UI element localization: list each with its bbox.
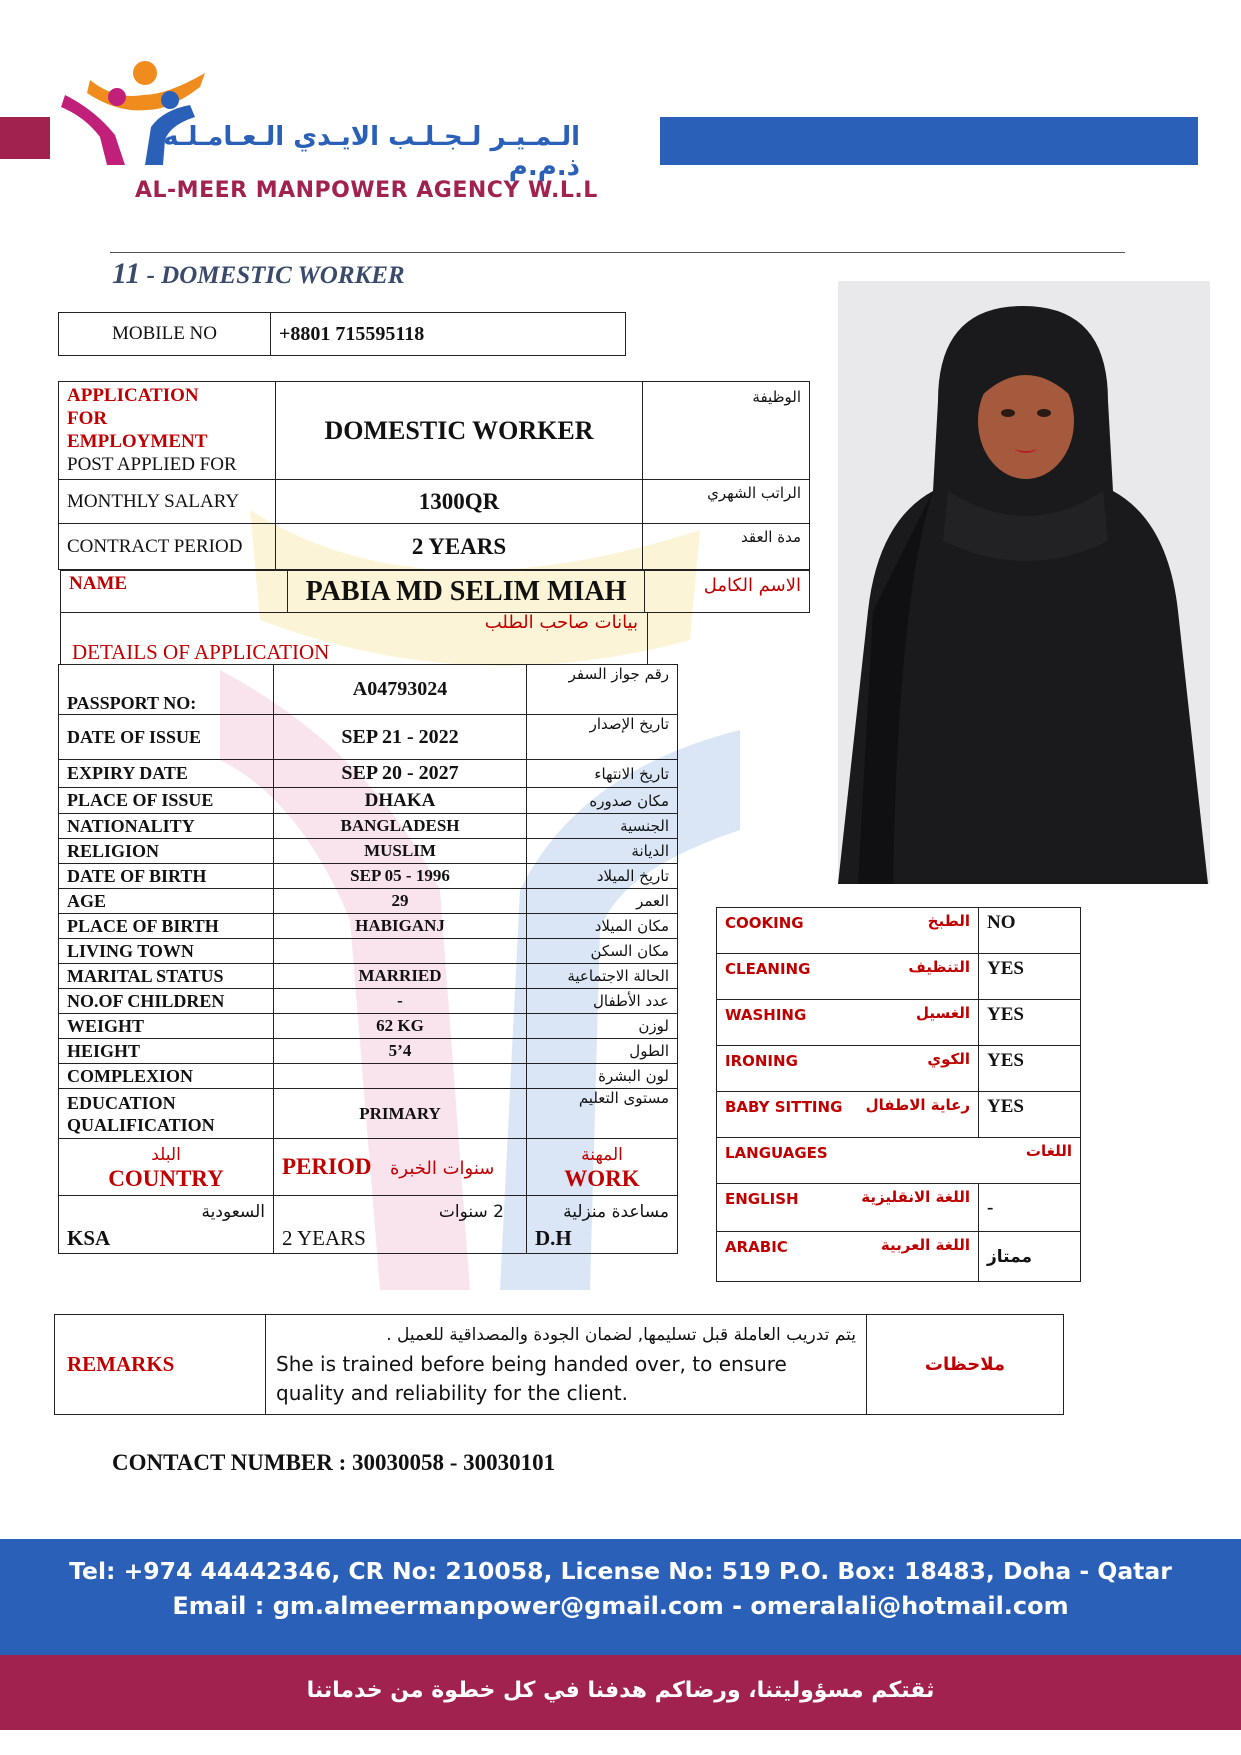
detail-label: HEIGHT [59,1039,274,1064]
language-value: ممتاز [979,1232,1081,1282]
detail-value: HABIGANJ [274,914,527,939]
salary-value: 1300QR [276,480,643,524]
detail-label: EXPIRY DATE [59,760,274,788]
languages-label-arabic: اللغات [1025,1142,1072,1160]
skill-value: YES [979,1092,1081,1138]
detail-row [59,1089,678,1139]
detail-arabic: مستوى التعليم [527,1089,678,1139]
language-value: - [979,1184,1081,1232]
skill-english: CLEANING [725,960,811,978]
detail-label: COMPLEXION [59,1064,274,1089]
language-arabic: اللغة الانقليزية [861,1188,970,1206]
detail-label: RELIGION [59,839,274,864]
name-label: NAME [61,571,288,613]
skill-arabic: الغسيل [915,1004,970,1022]
detail-label: LIVING TOWN [59,939,274,964]
company-english-name: AL-MEER MANPOWER AGENCY W.L.L [135,178,598,203]
detail-arabic: لوزن [527,1014,678,1039]
languages-label: LANGUAGES [725,1144,828,1162]
language-row [717,1232,1081,1282]
skill-value: YES [979,1000,1081,1046]
title-number: 11 [112,257,141,290]
detail-value: MUSLIM [274,839,527,864]
experience-country-english: KSA [67,1225,111,1250]
footer-address: Tel: +974 44442346, CR No: 210058, License No: 519 P.O. Box: 18483, Doha - Qatar [69,1557,1172,1585]
skill-english: COOKING [725,914,804,932]
detail-row [59,760,678,788]
detail-label: PLACE OF ISSUE [59,788,274,814]
detail-label: MARITAL STATUS [59,964,274,989]
detail-arabic: الديانة [527,839,678,864]
detail-value: SEP 05 - 1996 [274,864,527,889]
application-label-cell [59,382,276,480]
detail-value: MARRIED [274,964,527,989]
experience-header-row [59,1139,678,1196]
detail-row [59,665,678,715]
detail-value: A04793024 [274,665,527,715]
skill-label-cell [717,954,979,1000]
language-english: ENGLISH [725,1190,799,1208]
page-title [112,257,405,291]
detail-row [59,788,678,814]
detail-value: BANGLADESH [274,814,527,839]
skill-row [717,1046,1081,1092]
detail-arabic: عدد الأطفال [527,989,678,1014]
footer-email: Email : gm.almeermanpower@gmail.com - omeralali@hotmail.com [172,1592,1069,1620]
country-header-arabic: البلد [151,1145,181,1165]
details-table [58,664,678,1254]
detail-label: DATE OF BIRTH [59,864,274,889]
mobile-value: +8801 715595118 [271,313,626,356]
detail-arabic: الحالة الاجتماعية [527,964,678,989]
languages-header-row [717,1138,1081,1184]
skill-value: NO [979,908,1081,954]
remarks-english: She is trained before being handed over, to ensure quality and reliability for the client. [276,1352,787,1405]
detail-arabic: العمر [527,889,678,914]
detail-row [59,839,678,864]
contract-arabic: مدة العقد [643,524,810,570]
skill-english: WASHING [725,1006,807,1024]
experience-row [59,1196,678,1254]
detail-arabic: الجنسية [527,814,678,839]
detail-row [59,864,678,889]
experience-country [59,1196,274,1254]
application-for-employment: APPLICATION FOR EMPLOYMENT [67,385,208,452]
detail-arabic: مكان صدوره [527,788,678,814]
detail-arabic: رقم جواز السفر [527,665,678,715]
detail-label: NO.OF CHILDREN [59,989,274,1014]
applicant-photo [838,281,1210,884]
remarks-text [266,1315,867,1415]
header-left-bar [0,117,50,159]
detail-arabic: تاريخ الانتهاء [527,760,678,788]
detail-value: 62 KG [274,1014,527,1039]
experience-period [274,1196,527,1254]
skill-row [717,908,1081,954]
work-header-arabic: المهنة [581,1145,623,1165]
detail-value [274,939,527,964]
skill-arabic: التنظيف [908,958,970,976]
language-label-cell [717,1232,979,1282]
skills-table [716,907,1081,1282]
salary-label: MONTHLY SALARY [59,480,276,524]
skill-arabic: رعاية الاطفال [865,1096,970,1114]
remarks-table [54,1314,1064,1415]
application-table [58,381,810,570]
skill-label-cell [717,1092,979,1138]
skill-label-cell [717,908,979,954]
detail-value: PRIMARY [274,1089,527,1139]
detail-row [59,1014,678,1039]
name-arabic: الاسم الكامل [645,571,810,613]
period-header-english: PERIOD [282,1154,372,1179]
detail-arabic: الطول [527,1039,678,1064]
mobile-table [58,312,626,356]
language-arabic: اللغة العربية [880,1236,970,1254]
languages-header [717,1138,1081,1184]
language-english: ARABIC [725,1238,788,1256]
detail-label: PLACE OF BIRTH [59,914,274,939]
title-label: - DOMESTIC WORKER [140,262,405,289]
header-divider [110,252,1125,253]
detail-label: NATIONALITY [59,814,274,839]
detail-arabic: تاريخ الإصدار [527,715,678,760]
mobile-label: MOBILE NO [59,313,271,356]
detail-label: PASSPORT NO: [59,665,274,715]
remarks-label: REMARKS [55,1315,266,1415]
detail-label: DATE OF ISSUE [59,715,274,760]
skill-row [717,954,1081,1000]
detail-row [59,1039,678,1064]
remarks-arabic: يتم تدريب العاملة قبل تسليمها, لضمان الجودة والمصداقية للعميل . [386,1325,856,1345]
skill-row [717,1092,1081,1138]
language-label-cell [717,1184,979,1232]
detail-label: EDUCATION QUALIFICATION [59,1089,274,1139]
contract-label: CONTRACT PERIOD [59,524,276,570]
detail-label: WEIGHT [59,1014,274,1039]
experience-work-arabic: مساعدة منزلية [563,1201,669,1222]
detail-arabic: لون البشرة [527,1064,678,1089]
skill-label-cell [717,1046,979,1092]
experience-period-english: 2 YEARS [282,1225,366,1250]
company-arabic-name: الـمـيـر لـجـلـب الايـدي الـعـامـلـه ذ.م.م [163,122,580,182]
experience-country-arabic: السعودية [201,1201,265,1222]
detail-row [59,889,678,914]
detail-row [59,964,678,989]
contract-value: 2 YEARS [276,524,643,570]
footer-slogan: ثقتكم مسؤوليتنا، ورضاكم هدفنا في كل خطوة من خدماتنا [306,1678,935,1703]
salary-arabic: الراتب الشهري [643,480,810,524]
experience-work-english: D.H [535,1225,572,1250]
detail-value [274,1064,527,1089]
skill-arabic: الطبخ [927,912,970,930]
detail-row [59,715,678,760]
detail-label: AGE [59,889,274,914]
language-row [717,1184,1081,1232]
detail-row [59,914,678,939]
experience-period-arabic: 2 سنوات [438,1201,504,1222]
detail-value: SEP 21 - 2022 [274,715,527,760]
name-table [60,570,810,613]
period-header [274,1139,527,1196]
period-header-arabic: سنوات الخبرة [389,1158,495,1179]
detail-value: - [274,989,527,1014]
details-label: DETAILS OF APPLICATION [72,640,330,664]
detail-value: 29 [274,889,527,914]
details-arabic: بيانات صاحب الطلب [484,612,638,633]
work-header-english: WORK [564,1166,640,1191]
name-value: PABIA MD SELIM MIAH [288,571,645,613]
detail-arabic: مكان السكن [527,939,678,964]
contact-number: CONTACT NUMBER : 30030058 - 30030101 [112,1450,556,1475]
post-applied-label: POST APPLIED FOR [67,454,237,475]
skill-label-cell [717,1000,979,1046]
detail-arabic: تاريخ الميلاد [527,864,678,889]
detail-value: DHAKA [274,788,527,814]
detail-value: SEP 20 - 2027 [274,760,527,788]
remarks-label-arabic: ملاحظات [867,1315,1064,1415]
experience-work [527,1196,678,1254]
detail-row [59,1064,678,1089]
detail-row [59,814,678,839]
skill-value: YES [979,1046,1081,1092]
skill-arabic: الكوي [927,1050,970,1068]
detail-arabic: مكان الميلاد [527,914,678,939]
skill-row [717,1000,1081,1046]
skill-english: BABY SITTING [725,1098,843,1116]
country-header [59,1139,274,1196]
post-arabic: الوظيفة [643,382,810,480]
detail-row [59,939,678,964]
header-right-bar [660,117,1198,165]
detail-value: 5’4 [274,1039,527,1064]
country-header-english: COUNTRY [108,1166,224,1191]
post-value: DOMESTIC WORKER [276,382,643,480]
work-header [527,1139,678,1196]
skill-english: IRONING [725,1052,798,1070]
detail-row [59,989,678,1014]
skill-value: YES [979,954,1081,1000]
